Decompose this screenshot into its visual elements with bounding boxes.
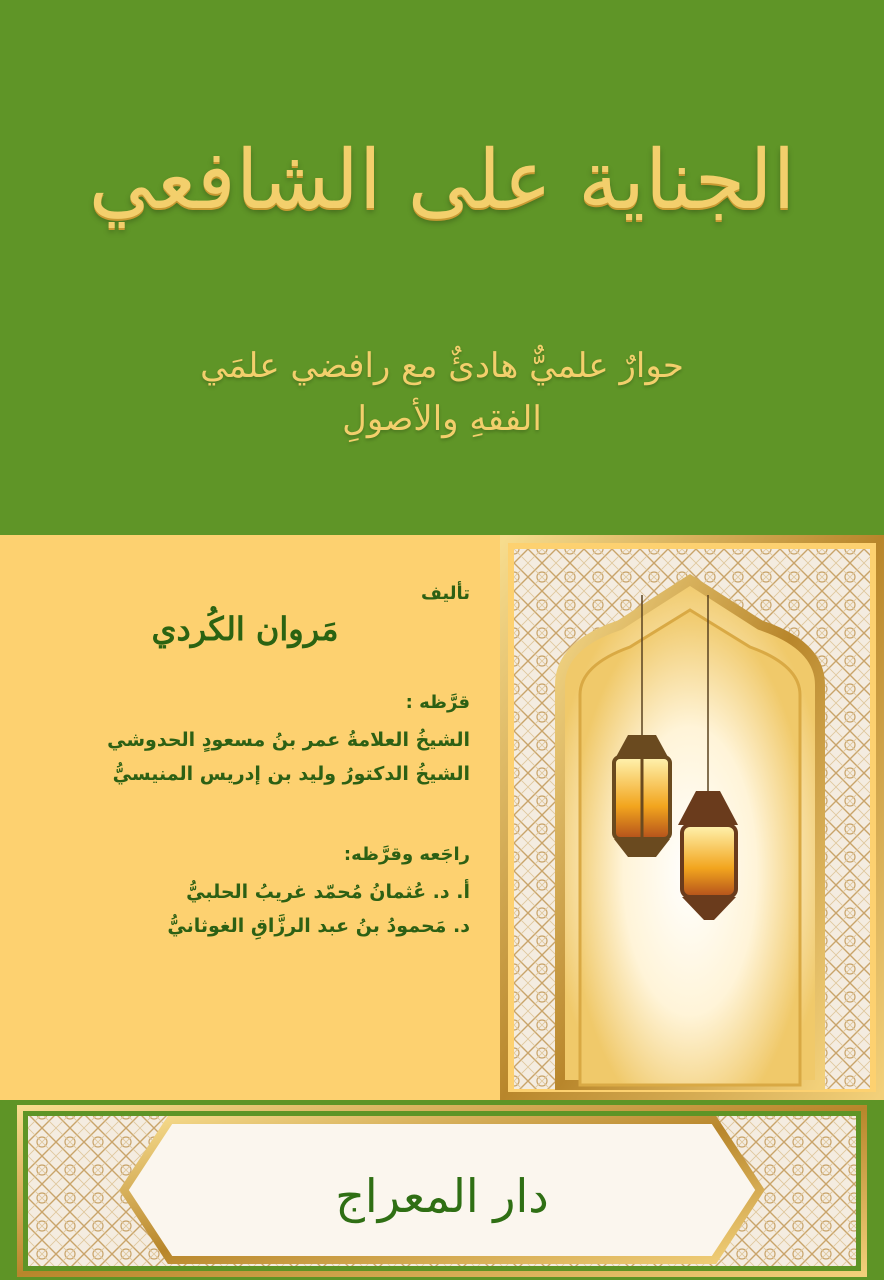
author-name: مَروان الكُردي <box>151 610 339 648</box>
endorser-1: الشيخُ العلامةُ عمر بنُ مسعودٍ الحدوشي <box>107 729 470 751</box>
subtitle-line-2: الفقهِ والأصولِ <box>342 398 542 439</box>
author-label: تأليف <box>420 583 470 604</box>
subtitle-line-1: حوارٌ علميٌّ هادئٌ مع رافضي علمَي <box>200 346 684 386</box>
arch-window-frame <box>500 535 884 1100</box>
cover-top-green <box>0 0 884 535</box>
endorser-2: الشيخُ الدكتورُ وليد بن إدريس المنيسيُّ <box>112 763 470 786</box>
credits-column <box>90 583 470 942</box>
book-title: الجناية على الشافعي <box>88 133 796 228</box>
book-subtitle <box>40 340 844 445</box>
reviewed-label: راجَعه وقرَّظه: <box>343 843 470 865</box>
reviewer-2: د. مَحمودُ بنُ عبد الرزَّاقِ الغوثانيُّ <box>167 915 470 938</box>
endorsed-label: قرَّظه : <box>405 692 470 713</box>
reviewer-1: أ. د. عُثمانُ مُحمّد غريبُ الحلبيُّ <box>186 880 470 903</box>
publisher-banner <box>0 1100 884 1280</box>
publisher-name: دار المعراج <box>335 1169 549 1223</box>
